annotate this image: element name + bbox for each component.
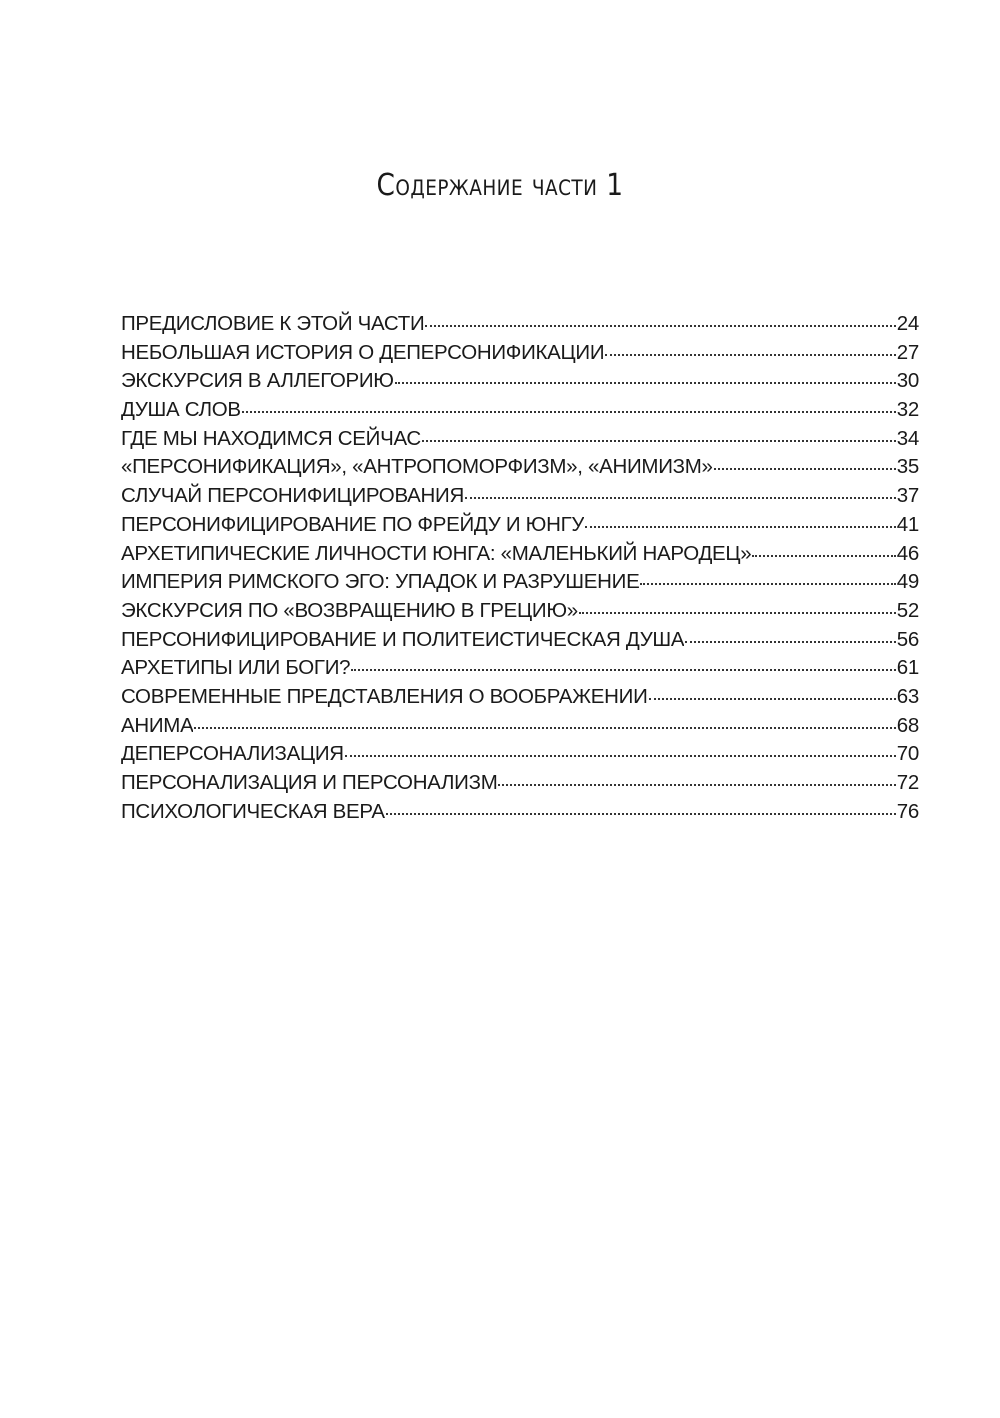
toc-entry-title: ПСИХОЛОГИЧЕСКАЯ ВЕРА [121,799,385,823]
toc-entry-page: 56 [896,627,919,651]
toc-entry[interactable] [121,597,919,626]
toc-entry[interactable] [121,683,919,712]
toc-entry[interactable] [121,769,919,798]
toc-entry-page: 24 [896,312,919,335]
table-of-contents [121,310,919,826]
toc-dot-leader [498,782,895,786]
toc-entry-title: АНИМА [121,713,194,737]
toc-entry-title: СОВРЕМЕННЫЕ ПРЕДСТАВЛЕНИЯ О ВООБРАЖЕНИИ [121,684,648,708]
toc-dot-leader [242,409,896,413]
toc-dot-leader [714,466,896,470]
toc-dot-leader [425,323,895,327]
toc-entry-title: ПЕРСОНАЛИЗАЦИЯ И ПЕРСОНАЛИЗМ [121,771,498,794]
toc-entry[interactable] [121,568,919,597]
toc-entry-title: ГДЕ МЫ НАХОДИМСЯ СЕЙЧАС [121,426,421,450]
toc-entry[interactable] [121,626,919,655]
toc-dot-leader [605,352,896,356]
toc-entry-page: 72 [896,771,919,794]
toc-entry[interactable] [121,425,919,454]
toc-entry-title: ИМПЕРИЯ РИМСКОГО ЭГО: УПАДОК И РАЗРУШЕНИЕ [121,570,640,594]
toc-entry-page: 41 [896,512,919,536]
toc-entry-page: 37 [896,484,919,508]
toc-entry[interactable] [121,798,919,827]
toc-dot-leader [649,696,896,700]
toc-entry[interactable] [121,367,919,396]
toc-entry-title: СЛУЧАЙ ПЕРСОНИФИЦИРОВАНИЯ [121,484,464,508]
toc-entry-page: 68 [896,713,919,737]
toc-entry-title: ПЕРСОНИФИЦИРОВАНИЕ ПО ФРЕЙДУ И ЮНГУ [121,512,585,536]
toc-dot-leader [585,524,896,528]
toc-entry-page: 34 [896,426,919,450]
toc-dot-leader [579,610,896,614]
toc-entry-page: 32 [896,398,919,422]
toc-dot-leader [422,438,896,442]
toc-entry-title: НЕБОЛЬШАЯ ИСТОРИЯ О ДЕПЕРСОНИФИКАЦИИ [121,340,605,364]
toc-entry-page: 27 [896,340,919,364]
toc-entry[interactable] [121,310,919,339]
toc-entry-page: 76 [896,799,919,823]
toc-dot-leader [345,753,896,757]
toc-entry-title: АРХЕТИПЫ ИЛИ БОГИ? [121,656,351,680]
toc-entry[interactable] [121,482,919,511]
toc-dot-leader [351,667,896,671]
toc-dot-leader [752,553,895,557]
toc-entry-page: 35 [896,455,919,479]
toc-entry-title: ЭКСКУРСИЯ В АЛЛЕГОРИЮ [121,369,394,393]
toc-entry-title: ДУША СЛОВ [121,398,241,422]
toc-entry-title: ЭКСКУРСИЯ ПО «ВОЗВРАЩЕНИЮ В ГРЕЦИЮ» [121,598,578,622]
toc-entry-title: «ПЕРСОНИФИКАЦИЯ», «АНТРОПОМОРФИЗМ», «АНИМИЗМ» [121,455,713,479]
toc-entry[interactable] [121,453,919,482]
toc-dot-leader [194,725,895,729]
toc-entry-title: ДЕПЕРСОНАЛИЗАЦИЯ [121,742,344,766]
toc-entry[interactable] [121,396,919,425]
toc-entry[interactable] [121,654,919,683]
toc-entry[interactable] [121,712,919,741]
toc-entry[interactable] [121,339,919,368]
toc-entry-title: ПЕРСОНИФИЦИРОВАНИЕ И ПОЛИТЕИСТИЧЕСКАЯ ДУША [121,627,685,651]
toc-entry[interactable] [121,540,919,569]
toc-entry[interactable] [121,511,919,540]
toc-entry-title: АРХЕТИПИЧЕСКИЕ ЛИЧНОСТИ ЮНГА: «МАЛЕНЬКИЙ НАРОДЕЦ» [121,541,752,565]
toc-dot-leader [465,495,896,499]
toc-dot-leader [395,380,896,384]
toc-entry-page: 49 [896,570,919,594]
toc-entry-page: 46 [896,541,919,565]
toc-entry[interactable] [121,740,919,769]
toc-entry-page: 30 [896,369,919,393]
toc-entry-page: 52 [896,598,919,622]
toc-entry-page: 63 [896,684,919,708]
toc-dot-leader [640,581,895,585]
toc-entry-page: 61 [896,656,919,680]
toc-dot-leader [386,811,896,815]
toc-entry-page: 70 [896,742,919,766]
toc-entry-title: ПРЕДИСЛОВИЕ К ЭТОЙ ЧАСТИ [121,312,425,335]
toc-dot-leader [685,639,896,643]
page-title: Содержание части 1 [376,168,624,203]
